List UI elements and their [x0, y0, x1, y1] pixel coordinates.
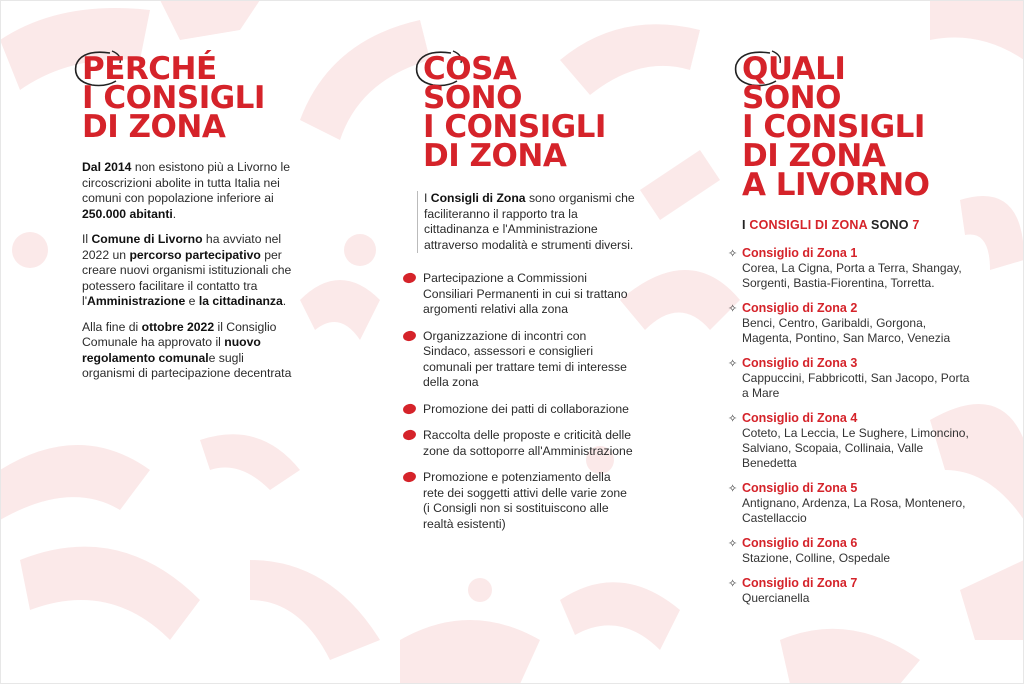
four-point-star-icon: ✧: [728, 538, 738, 550]
zone-areas: Benci, Centro, Garibaldi, Gorgona, Magenta, Pontino, San Marco, Venezia: [742, 316, 951, 345]
section-perche: [82, 51, 292, 392]
four-point-star-icon: ✧: [728, 303, 738, 315]
zone-areas: Cappuccini, Fabbricotti, San Jacopo, Porta a Mare: [742, 371, 970, 400]
heading-line: DI ZONA: [742, 138, 886, 174]
heading-line: SONO: [742, 80, 841, 116]
zone-item: [728, 536, 972, 566]
zone-item: [728, 301, 972, 346]
heading-quali-sono: [742, 51, 972, 203]
red-blob-icon: [402, 402, 417, 414]
heading-line: PERCHÉ: [82, 51, 217, 87]
heading-line: COSA: [423, 51, 517, 87]
zones-list: [728, 246, 972, 606]
red-blob-icon: [402, 471, 417, 483]
list-item: Partecipazione a Commissioni Consiliari Permanenti in cui si trattano argomenti relativi alla zona: [403, 271, 635, 318]
zone-areas: Stazione, Colline, Ospedale: [742, 551, 891, 565]
section-cosa-sono: [423, 51, 635, 543]
list-item: Promozione dei patti di collaborazione: [403, 402, 635, 418]
red-blob-icon: [402, 429, 417, 441]
heading-perche: [82, 51, 292, 145]
red-blob-icon: [402, 329, 417, 341]
zone-areas: Corea, La Cigna, Porta a Terra, Shangay, Sorgenti, Bastia-Fiorentina, Torretta.: [742, 261, 962, 290]
heading-line: I CONSIGLI: [82, 80, 265, 116]
intro-paragraph: I Consigli di Zona sono organismi che faciliteranno il rapporto tra la cittadinanza e l'Amministrazione attraverso modalità e strumenti diversi.: [417, 191, 635, 253]
heading-line: A LIVORNO: [742, 167, 930, 203]
heading-cosa-sono: [423, 51, 635, 174]
zone-name: Consiglio di Zona 3: [742, 356, 858, 370]
heading-line: I CONSIGLI: [742, 109, 925, 145]
heading-line: SONO: [423, 80, 522, 116]
zone-item: [728, 246, 972, 291]
section-quali-sono: [728, 51, 972, 616]
heading-line: DI ZONA: [82, 109, 226, 145]
zone-item: [728, 481, 972, 526]
zone-name: Consiglio di Zona 7: [742, 576, 858, 590]
paragraph-dal-2014: Dal 2014 non esistono più a Livorno le circoscrizioni abolite in tutta Italia nei comuni con popolazione inferiore ai 250.000 abitanti.: [82, 160, 291, 221]
zone-name: Consiglio di Zona 2: [742, 301, 858, 315]
zone-name: Consiglio di Zona 5: [742, 481, 858, 495]
four-point-star-icon: ✧: [728, 248, 738, 260]
heading-line: QUALI: [742, 51, 846, 87]
zones-count-title: I CONSIGLI DI ZONA SONO 7: [742, 218, 920, 232]
four-point-star-icon: ✧: [728, 483, 738, 495]
zone-name: Consiglio di Zona 4: [742, 411, 858, 425]
list-item: Raccolta delle proposte e criticità delle zone da sottoporre all'Amministrazione: [403, 428, 635, 459]
list-item: Organizzazione di incontri con Sindaco, assessori e consiglieri comunali per trattare temi di interesse della zona: [403, 329, 635, 391]
zone-name: Consiglio di Zona 6: [742, 536, 858, 550]
paragraph-comune: Il Comune di Livorno ha avviato nel 2022 un percorso partecipativo per creare nuovi organismi istituzionali che potessero facilitare il contatto tra l'Amministrazione e la cittadinanza.: [82, 232, 292, 308]
list-item: Promozione e potenziamento della rete dei soggetti attivi delle varie zone (i Consigli non si sostituiscono alle realtà esistenti): [403, 470, 635, 532]
zone-areas: Quercianella: [742, 591, 810, 605]
heading-line: DI ZONA: [423, 138, 567, 174]
red-blob-icon: [402, 272, 417, 284]
zone-item: [728, 356, 972, 401]
four-point-star-icon: ✧: [728, 358, 738, 370]
paragraph-ottobre: Alla fine di ottobre 2022 il Consiglio Comunale ha approvato il nuovo regolamento comunale sugli organismi di partecipazione decentrata: [82, 319, 292, 380]
zone-areas: Coteto, La Leccia, Le Sughere, Limoncino, Salviano, Scopaia, Collinaia, Valle Benedetta: [742, 426, 969, 470]
zone-name: Consiglio di Zona 1: [742, 246, 858, 260]
functions-list: [403, 271, 635, 532]
four-point-star-icon: ✧: [728, 578, 738, 590]
zone-item: [728, 576, 972, 606]
heading-line: I CONSIGLI: [423, 109, 606, 145]
four-point-star-icon: ✧: [728, 413, 738, 425]
zone-areas: Antignano, Ardenza, La Rosa, Montenero, Castellaccio: [742, 496, 966, 525]
zone-item: [728, 411, 972, 471]
